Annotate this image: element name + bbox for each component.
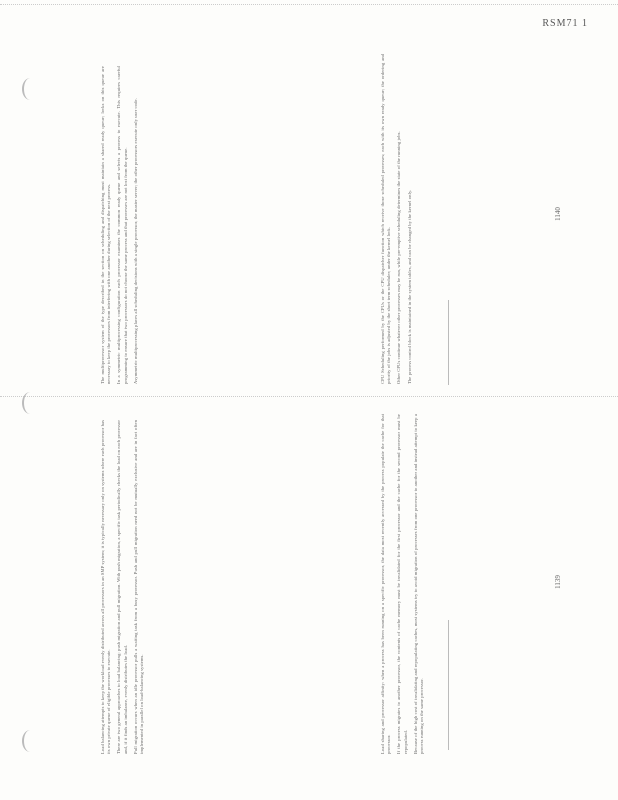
paragraph: Load sharing and processor affinity: when a process has been running on a specific processor, the data most recently accessed by the process populate the cache for that processor. [380, 414, 392, 754]
paragraph: Asymmetric multiprocessing places all scheduling decisions with a single processor, the master server; the other processors execute only user code. [132, 98, 138, 384]
paragraph: If the process migrates to another processor, the contents of cache memory must be invalidated for the first processor and the cache for the second processor must be repopulated. [396, 414, 408, 754]
paragraph: CPU Scheduling performed by the CPUs or the CPU dispatcher function which receive those scheduled processes; each with its own ready queue; the ordering and priority of the jobs is adjusted by the short term scheduler; under the kernel lock. [380, 54, 392, 384]
punch-hole-top [22, 78, 38, 100]
document-id-stamp: RSM71 1 [542, 18, 588, 29]
footnote-rule-lower [448, 620, 449, 750]
page-number-lower: 1139 [553, 575, 562, 589]
paragraph: The multiprocessor system of the type described in the section on scheduling and dispatching must maintain a shared ready queue; locks on this queue are necessary to keep the processors from interfering with one another during selection of the next process. [100, 66, 112, 384]
text-block-upper-right [100, 66, 143, 384]
page-number-upper: 1140 [553, 207, 562, 221]
paragraph: In a symmetric multiprocessing configuration each processor examines the common ready queue and selects a process to execute. This requires careful programming to ensure that two processors do not choose the same process and that processes are not lost from the queue. [116, 66, 128, 384]
paragraph: Other CPUs continue whatever other processes may be run, while pre-emptive scheduling determines the state of the running jobs. [396, 131, 402, 384]
text-block-lower-left [380, 414, 429, 754]
paragraph: Pull migration occurs when an idle processor pulls a waiting task from a busy processor. Push and pull migration need not be mutually exclusive and are in fact often implemented in parallel on load-balancing systems. [132, 420, 145, 754]
paragraph: Load balancing attempts to keep the workload evenly distributed across all processors in an SMP system; it is typically necessary only on systems where each processor has its own private queue of eligible processes to execute. [100, 420, 112, 754]
paragraph: The process control block is maintained in the system tables, and can be changed by the kernel only. [406, 189, 412, 384]
paragraph: Because of the high cost of invalidating and repopulating caches, most systems try to avoid migration of processes from one processor to another and instead attempt to keep a process running on the same processor. [412, 414, 425, 754]
punch-hole-middle [22, 392, 38, 414]
text-block-lower-right [100, 420, 149, 754]
top-binding-edge [0, 4, 618, 11]
text-block-upper-left [380, 54, 417, 384]
paragraph: There are two general approaches to load balancing: push migration and pull migration. With push migration, a specific task periodically checks the load on each processor and, if it finds an imbalance, evenly distributes the load. [116, 420, 128, 754]
footnote-rule-upper [448, 300, 449, 385]
center-fold [0, 396, 618, 403]
punch-hole-bottom [22, 730, 38, 752]
